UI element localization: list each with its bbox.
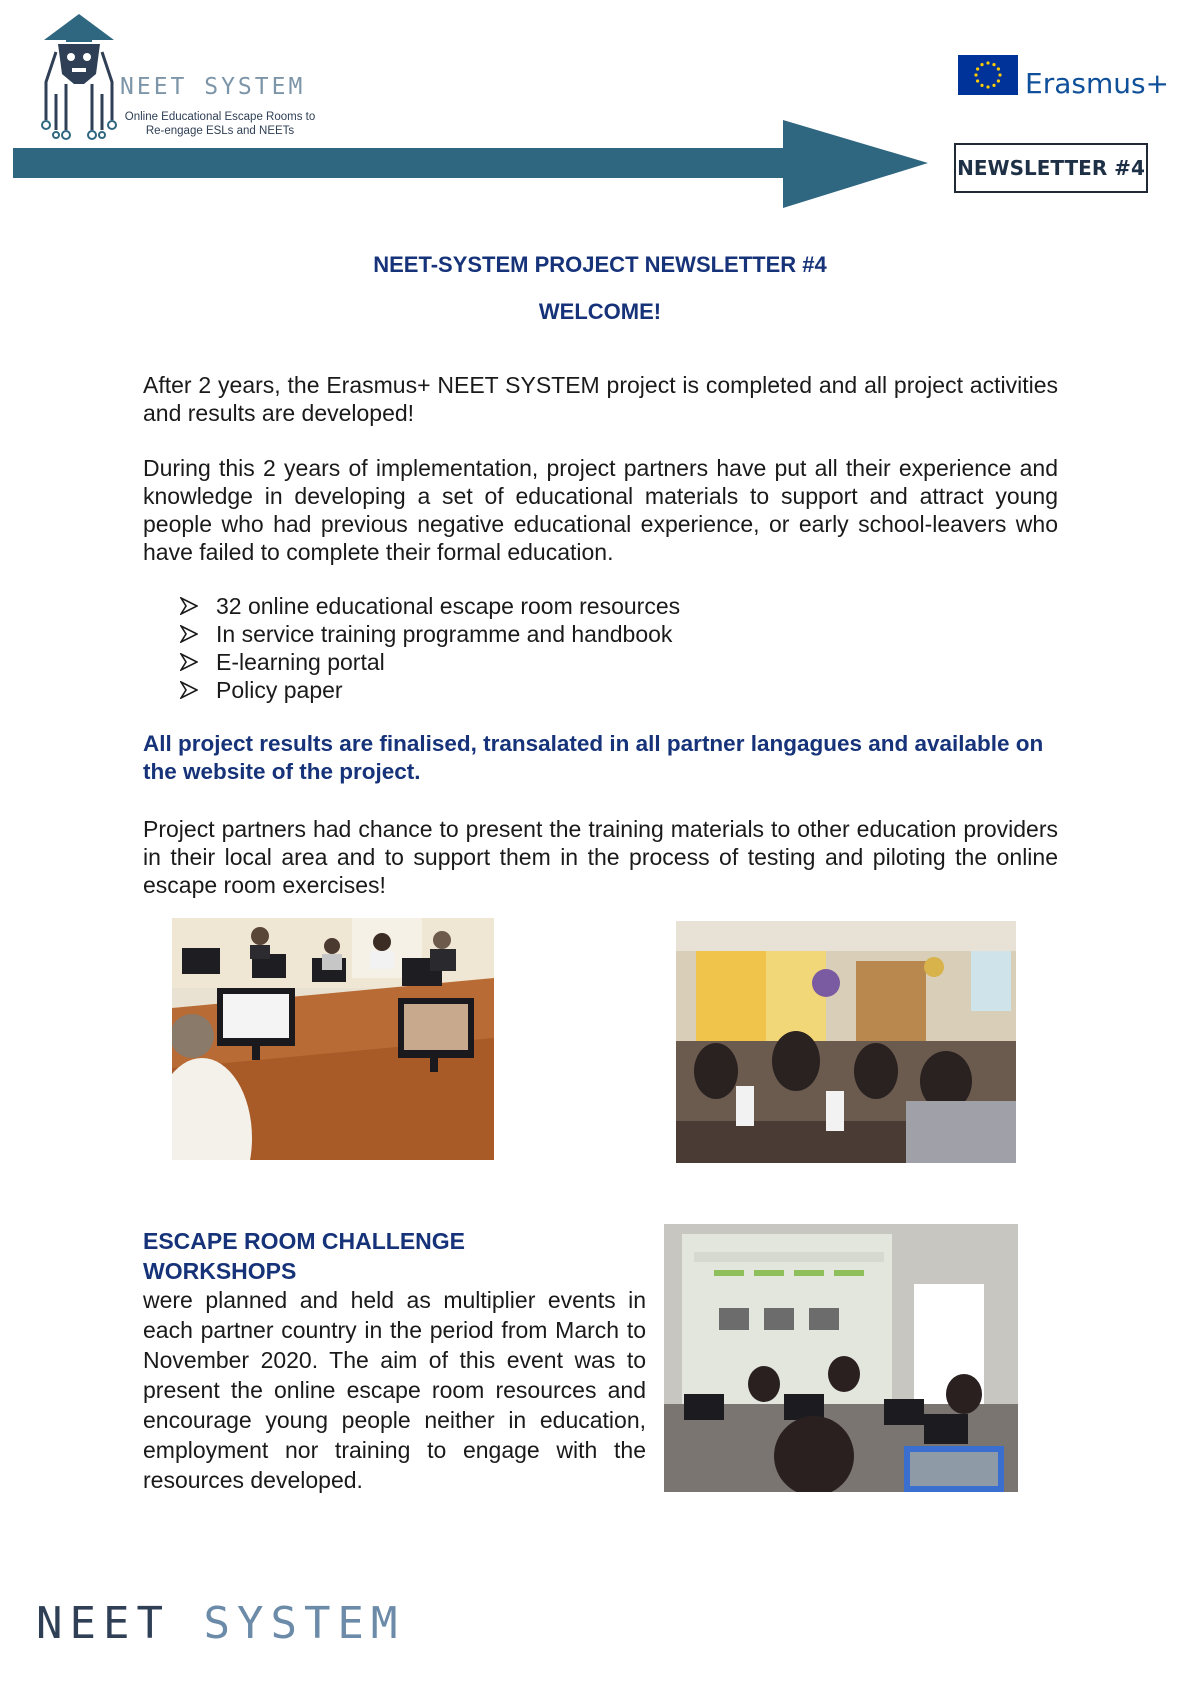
footer-logo-system: SYSTEM <box>203 1598 405 1649</box>
brand-title: NEET SYSTEM <box>120 74 306 100</box>
project-results-list <box>180 592 680 704</box>
erasmus-plus-label: Erasmus+ <box>1025 67 1170 100</box>
arrowhead-bullet-icon <box>180 625 198 643</box>
newsletter-number-badge: NEWSLETTER #4 <box>954 143 1148 193</box>
eu-flag-icon <box>958 55 1018 95</box>
welcome-heading: WELCOME! <box>538 299 662 324</box>
list-item-label: Policy paper <box>216 677 343 703</box>
classroom-computers-photo <box>172 918 494 1160</box>
intro-paragraph: After 2 years, the Erasmus+ NEET SYSTEM project is completed and all project activities and results are developed! <box>143 372 1058 426</box>
arrowhead-bullet-icon <box>180 653 198 671</box>
footer-neet-system-logo <box>36 1598 404 1649</box>
escape-room-workshop-photo <box>664 1224 1018 1492</box>
results-finalised-note: All project results are finalised, transalated in all partner langagues and available on the website of the project. <box>143 731 1044 784</box>
workshops-paragraph: were planned and held as multiplier events in each partner country in the period from March to November 2020. The aim of this event was to present the online escape room resources and encourage young people neither in education, employment nor training to engage with the resources developed. <box>143 1287 646 1493</box>
workshops-heading: ESCAPE ROOM CHALLENGE WORKSHOPS <box>143 1228 466 1284</box>
brand-subtitle: Online Educational Escape Rooms to Re-engage ESLs and NEETs <box>124 111 316 137</box>
implementation-paragraph: During this 2 years of implementation, project partners have put all their experience and knowledge in developing a set of educational materials to support and attract young people who had previous negative educational experience, or early school-leavers who have failed to complete their formal education. <box>143 455 1058 565</box>
newsletter-title: NEET-SYSTEM PROJECT NEWSLETTER #4 <box>373 252 827 277</box>
arrowhead-bullet-icon <box>180 597 198 615</box>
list-item <box>180 620 680 648</box>
partners-paragraph: Project partners had chance to present the training materials to other education providers in their local area and to support them in the process of testing and piloting the online escape room exercises! <box>143 816 1058 898</box>
footer-logo-neet: NEET <box>36 1598 170 1649</box>
list-item <box>180 648 680 676</box>
header-arrow-banner <box>13 120 928 210</box>
list-item-label: 32 online educational escape room resources <box>216 593 681 619</box>
list-item <box>180 676 680 704</box>
workshop-classroom-photo <box>676 921 1016 1163</box>
list-item-label: In service training programme and handbook <box>216 621 673 647</box>
list-item <box>180 592 680 620</box>
list-item-label: E-learning portal <box>216 649 385 675</box>
arrowhead-bullet-icon <box>180 681 198 699</box>
